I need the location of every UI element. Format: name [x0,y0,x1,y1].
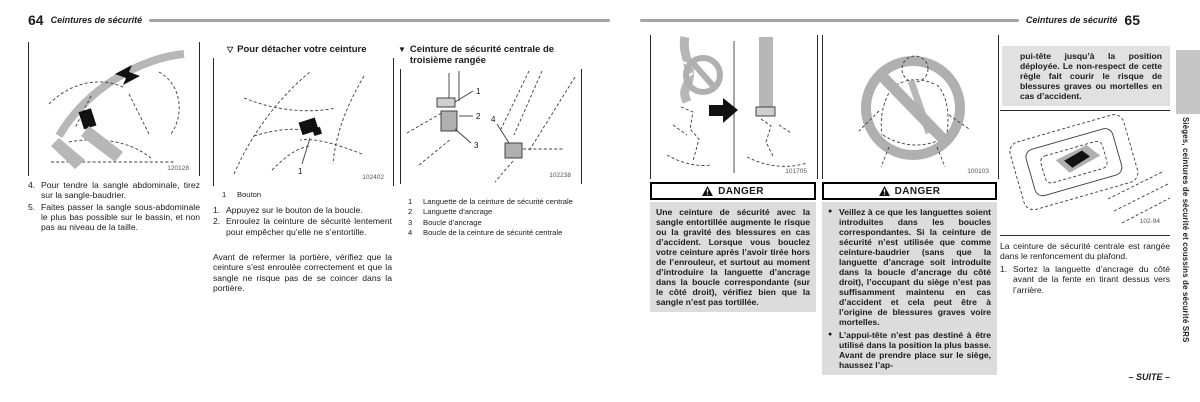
figure-label-1: 1 [476,87,481,96]
item-number: 1. [1000,264,1008,274]
page-64-header [28,13,610,27]
danger-box-1 [650,182,816,312]
continuation-footer: – SUITE – [1128,372,1170,382]
figure-code: 102-94 [1139,218,1160,225]
item-text: Appuyez sur le bouton de la boucle. [226,205,363,215]
figure-code: 100103 [967,168,989,175]
figure-shoulder-only-belt [822,35,999,179]
tighten-lap-belt-illustration [29,42,197,176]
legend-row [222,190,387,199]
ceiling-recess-illustration [1000,111,1170,233]
legend-number: 4 [408,227,413,237]
danger-body-text: Une ceinture de sécurité avec la sangle entortillée augmente le risque ou la gravité des blessures en cas d’accident. Lorsque vous bouclez votre ceinture après l’avoir tirée hors de l’enrouleur, et surtout au moment d’introduire la languette d’ancrage dans la boucle correspondante (sur le côté droit), vérifiez bien que la sangle n’est pas tortillée. [650,202,816,312]
danger-header [650,182,816,200]
list-item [213,205,392,215]
warning-triangle-icon [702,186,713,196]
danger-box-2 [822,182,997,375]
section-heading-text: Pour détacher votre ceinture [237,44,367,55]
legend-row [408,207,580,216]
page-title-left: Ceintures de sécurité [50,15,143,25]
danger-title: DANGER [894,185,941,197]
danger-body-text [822,202,997,375]
figure-label-1: 1 [298,167,303,176]
item-number: 1. [213,205,221,215]
item-text: Pour tendre la sangle abdominale, tirez sur la sangle-baudrier. [41,180,200,201]
figure-code: 120128 [167,165,189,172]
header-rule-right [640,19,1019,22]
twisted-belt-illustration [651,35,815,179]
page-65-header [640,13,1140,27]
section-heading-detach-belt [227,44,393,55]
danger-bullet [828,330,991,370]
legend-row [408,228,580,237]
figure-label-4: 4 [491,115,496,124]
figure-center-belt-anchors [400,69,582,184]
danger-header [822,182,997,200]
page-number-right: 65 [1124,12,1140,28]
col3-steps [1000,264,1170,296]
triangle-outline-icon: ▽ [227,45,234,54]
col2-paragraph: Avant de refermer la portière, vérifiez que la ceinture s’est enroulée correctement et que la sangle ne risque pas de se coincer dans la portière. [213,252,392,293]
figure-code: 101705 [785,168,807,175]
list-item [213,216,392,237]
list-item [1000,264,1170,295]
danger-title: DANGER [718,185,764,197]
legend-number: 3 [408,217,413,227]
figure-tighten-lap-belt [28,42,200,176]
item-number: 4. [28,180,36,190]
chapter-sidebar-label: Sièges, ceintures de sécurité et coussins de sécurité SRS [1181,117,1190,343]
col2-steps [213,205,392,238]
list-item [28,202,200,233]
col1-steps [28,180,200,233]
item-text: Faites passer la sangle sous-abdominale le plus bas possible sur le bassin, et non pas au niveau de la taille. [41,201,200,233]
col2-legend [222,190,387,200]
legend-row [408,197,580,206]
list-item [28,180,200,201]
item-text: Sortez la languette d’ancrage du côté avant de la fente en tirant dessus vers l’arrière. [1013,264,1170,295]
figure-code: 102402 [362,174,384,181]
legend-text: Languette d’ancrage [423,207,493,217]
triangle-filled-icon: ▼ [398,45,406,54]
legend-text: Boucle d’ancrage [423,217,482,227]
bullet-icon: ● [828,331,833,338]
chapter-tab [1176,50,1200,114]
legend-row [408,218,580,227]
page-number-left: 64 [28,12,44,28]
header-rule-left [149,19,610,22]
legend-number: 2 [408,207,413,217]
legend-text: Bouton [237,190,262,199]
figure-code: 102238 [549,172,571,179]
release-button-illustration [214,58,391,186]
col3-legend [408,197,580,238]
shoulder-only-belt-illustration [823,35,996,179]
danger-bullet [828,207,991,327]
page-title-right: Ceintures de sécurité [1025,15,1118,25]
figure-twisted-belt [650,35,818,179]
item-number: 5. [28,201,36,212]
figure-label-2: 2 [476,112,481,121]
bullet-icon: ● [828,208,833,215]
center-belt-anchors-illustration [401,69,579,184]
legend-text: Boucle de la ceinture de sécurité centrale [423,227,563,237]
legend-text: Languette de la ceinture de sécurité centrale [423,197,573,206]
danger-continuation-box: pui-tête jusqu’à la position déployée. Le non-respect de cette règle fait courir le risque de blessures graves ou mortelles en cas d’accident. [1002,46,1170,106]
section-heading-center-belt [398,44,580,66]
bullet-text: Veillez à ce que les languettes soient introduites dans les boucles correspondantes. Si la ceinture de sécurité n’est utilisée que comme ceinture-baudrier (sans que la languette d’ancrage soit introduite dans la boucle d’ancrage du côté droit), l’occupant du siège n’est pas suffisamment maintenu en cas d’accident et cela peut être à l’origine de blessures graves voire mortelles. [839,207,991,327]
item-text: Enroulez la ceinture de sécurité lentement pour empêcher qu’elle ne s’entortille. [226,216,392,237]
item-number: 2. [213,216,221,227]
section-heading-text: Ceinture de sécurité centrale de troisième rangée [409,44,555,66]
legend-number: 1 [222,190,227,199]
col3-paragraph: La ceinture de sécurité centrale est rangée dans le renfoncement du plafond. [1000,241,1170,262]
figure-ceiling-recess [1000,110,1170,236]
bullet-text: L’appui-tête n’est pas destiné à être utilisé dans la position la plus basse. Avant de prendre place sur le siège, haussez l’ap- [839,330,991,370]
figure-release-button [213,58,394,186]
legend-number: 1 [408,197,413,206]
figure-label-3: 3 [474,141,479,150]
warning-triangle-icon [879,186,890,196]
